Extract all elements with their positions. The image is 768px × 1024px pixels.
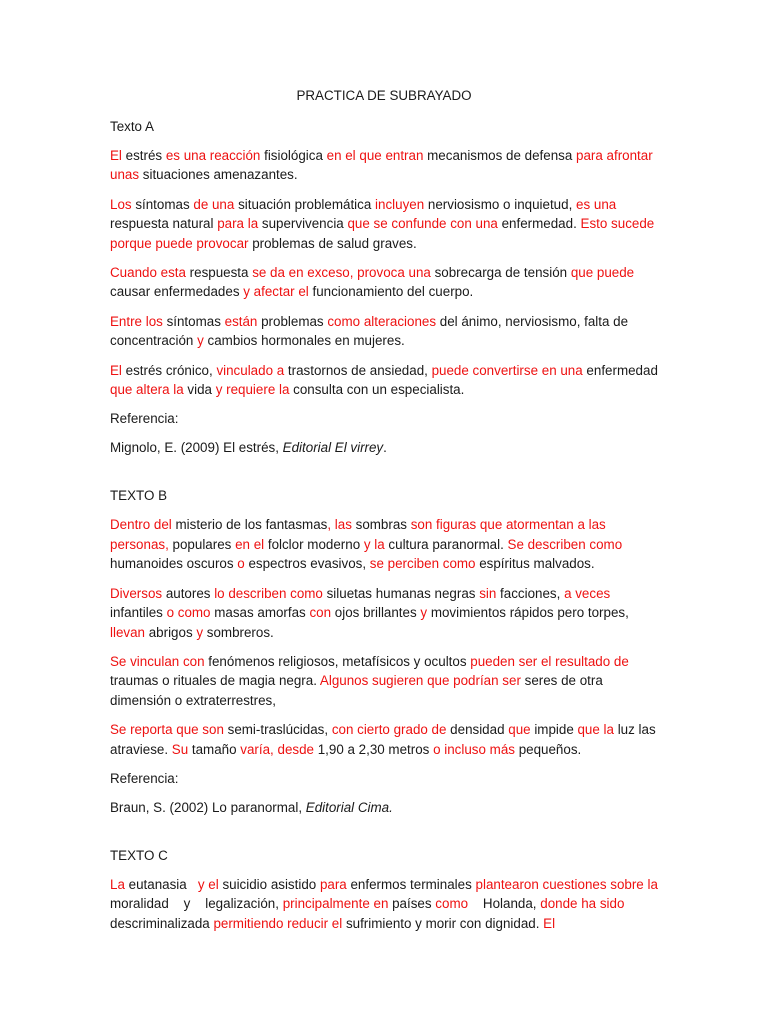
text-run: seres de otra dimensión o extraterrestres, [110,673,607,708]
text-run: Mignolo, E. (2009) El estrés, [110,440,283,456]
underlined-phrase: y [420,605,428,621]
underlined-phrase: se perciben como [369,556,476,572]
underlined-phrase: , las [327,517,352,533]
underlined-phrase: Se reporta que son [110,722,224,738]
section-heading: Texto A [110,119,154,134]
text-run: eutanasia [124,876,198,892]
text-run: siluetas humanas negras [322,585,480,601]
text-run: nerviosismo o inquietud, [424,196,577,212]
underlined-phrase: varía, desde [240,741,314,757]
text-run: problemas de salud graves. [248,235,417,251]
underlined-phrase: para [319,876,347,892]
text-run: humanoides oscuros [110,536,626,572]
text-run: problemas [257,313,328,329]
underlined-phrase: o incluso más [433,741,515,757]
text-run: situación problemática [234,196,376,212]
underlined-phrase: Diversos [110,585,163,601]
text-run: luz las atraviese. [110,722,660,757]
reference-label: Referencia: [110,411,179,427]
paragraph [110,720,658,759]
text-run: estrés [121,148,166,163]
text-run: 1,90 a 2,30 metros [313,741,434,757]
text-run: facciones, [496,585,565,601]
text-run: respuesta [185,265,253,281]
text-run: fenómenos religiosos, metafísicos y ocultos [204,653,471,669]
paragraph [110,263,658,302]
text-run: síntomas [162,313,225,329]
underlined-phrase: El [543,915,556,931]
text-run: del ánimo, nerviosismo, falta de concentración [110,313,632,349]
underlined-phrase: y la [363,536,385,552]
reference-citation [110,438,658,457]
underlined-phrase: Dentro del [110,517,172,533]
section-heading: TEXTO C [110,847,168,863]
underlined-phrase: permitiendo reducir el [213,915,343,931]
text-run: cambios hormonales en mujeres. [203,333,405,349]
underlined-phrase: que altera la [110,382,184,398]
underlined-phrase: es una reacción [165,148,261,163]
text-run: espíritus malvados. [475,556,595,572]
text-run: movimientos rápidos pero torpes, [427,605,633,621]
text-run: enfermedad [582,362,662,378]
underlined-phrase: con cierto grado de [331,722,447,738]
text-run: Editorial Cima. [305,799,393,815]
document-title: PRACTICA DE SUBRAYADO [296,88,472,103]
text-run: fisiológica [260,148,327,163]
section-texto-b [110,486,658,816]
underlined-phrase: y el [197,876,219,892]
text-run: enfermos terminales [346,876,476,892]
reference-citation [110,798,658,817]
text-run: pequeños. [514,741,582,757]
underlined-phrase: pueden ser el resultado de [470,653,629,669]
underlined-phrase: que [508,722,531,738]
section-heading: TEXTO B [110,488,168,504]
text-run: suicidio asistido [218,876,320,892]
underlined-phrase: vinculado a [216,362,285,378]
text-run: respuesta natural [110,196,620,232]
underlined-phrase: donde ha sido [540,896,625,912]
text-run: misterio de los fantasmas [171,517,328,533]
text-run: folclor moderno [264,536,364,552]
paragraph [110,146,658,185]
text-run: traumas o rituales de magia negra. [110,653,633,689]
text-run: causar enfermedades [110,265,638,300]
underlined-phrase: de una [193,196,235,212]
underlined-phrase: Se vinculan con [110,653,205,669]
underlined-phrase: y [196,624,204,640]
paragraph [110,312,658,351]
text-run: impide [530,722,578,738]
underlined-phrase: es una [576,196,617,212]
underlined-phrase: en el [235,536,265,552]
underlined-phrase: principalmente en [282,896,389,912]
underlined-phrase: en el que entran [326,148,424,163]
text-run: síntomas [131,196,194,212]
text-run: trastornos de ansiedad, [284,362,432,378]
text-run: infantiles [110,585,614,621]
underlined-phrase: Esto sucede porque puede provocar [110,216,658,251]
paragraph [110,875,662,933]
text-run: sombras [351,517,411,533]
underlined-phrase: son figuras que atormentan a las personas, [110,517,610,552]
underlined-phrase: lo describen como [214,585,323,601]
text-run: ojos brillantes [331,605,421,621]
text-run: vida [183,382,216,398]
underlined-phrase: El [110,362,122,378]
underlined-phrase: para afrontar unas [110,148,657,183]
underlined-phrase: sin [479,585,497,601]
text-run: . [383,440,387,456]
text-run: funcionamiento del cuerpo. [308,284,474,300]
underlined-phrase: y [197,333,204,349]
underlined-phrase: a veces [564,585,611,601]
underlined-phrase: llevan [110,624,145,640]
text-run: estrés crónico, [121,362,217,378]
text-run: enfermedad. [497,216,581,232]
underlined-phrase: puede convertirse en una [431,362,583,378]
text-run: semi-traslúcidas, [223,722,332,738]
underlined-phrase: como [435,896,469,912]
underlined-phrase: Entre los [110,313,163,329]
paragraph [110,652,658,710]
text-run: tamaño [188,741,241,757]
underlined-phrase: que se confunde con una [347,216,498,232]
text-run: Braun, S. (2002) Lo paranormal, [110,799,306,815]
underlined-phrase: están [224,313,258,329]
text-run: masas amorfas [210,605,310,621]
text-run: cultura paranormal. [384,536,508,552]
text-run: supervivencia [258,216,348,232]
text-run: situaciones amenazantes. [139,167,298,183]
paragraph [110,361,662,400]
underlined-phrase: Los [110,196,132,212]
text-run: densidad [446,722,509,738]
underlined-phrase: Algunos sugieren que podrían ser [319,673,521,689]
underlined-phrase: La [110,876,125,892]
underlined-phrase: y requiere la [215,382,290,398]
text-run: moralidad y legalización, [110,876,662,912]
underlined-phrase: que puede [570,265,635,281]
text-run: autores [162,585,215,601]
reference-label: Referencia: [110,770,179,786]
underlined-phrase: incluyen [375,196,425,212]
document-page [110,86,662,943]
section-texto-c [110,846,662,933]
text-run: consulta con un especialista. [289,382,465,398]
text-run: sufrimiento y morir con dignidad. [342,915,544,931]
underlined-phrase: que la [577,722,614,738]
text-run: sombreros. [203,624,274,640]
underlined-phrase: para la [217,216,259,232]
underlined-phrase: como alteraciones [327,313,437,329]
text-run: mecanismos de defensa [423,148,577,163]
paragraph [110,515,658,573]
text-run: Editorial El virrey [282,440,384,456]
underlined-phrase: o [237,556,245,572]
text-run: Holanda, [468,896,541,912]
underlined-phrase: El [110,148,122,163]
underlined-phrase: con [309,605,332,621]
underlined-phrase: Su [171,741,189,757]
underlined-phrase: se da en exceso, provoca una [252,265,431,281]
underlined-phrase: Se describen como [507,536,623,552]
text-run: descriminalizada [110,896,644,931]
paragraph [110,584,658,642]
section-texto-a [110,117,662,457]
text-run: países [388,896,436,912]
underlined-phrase: plantearon cuestiones sobre la [475,876,658,892]
text-run: sobrecarga de tensión [430,265,571,281]
text-run: espectros evasivos, [244,556,370,572]
paragraph [110,195,658,253]
underlined-phrase: y afectar el [243,284,309,300]
underlined-phrase: Cuando esta [110,265,186,281]
text-run: populares [168,536,236,552]
text-run: abrigos [145,624,197,640]
underlined-phrase: o como [166,605,211,621]
